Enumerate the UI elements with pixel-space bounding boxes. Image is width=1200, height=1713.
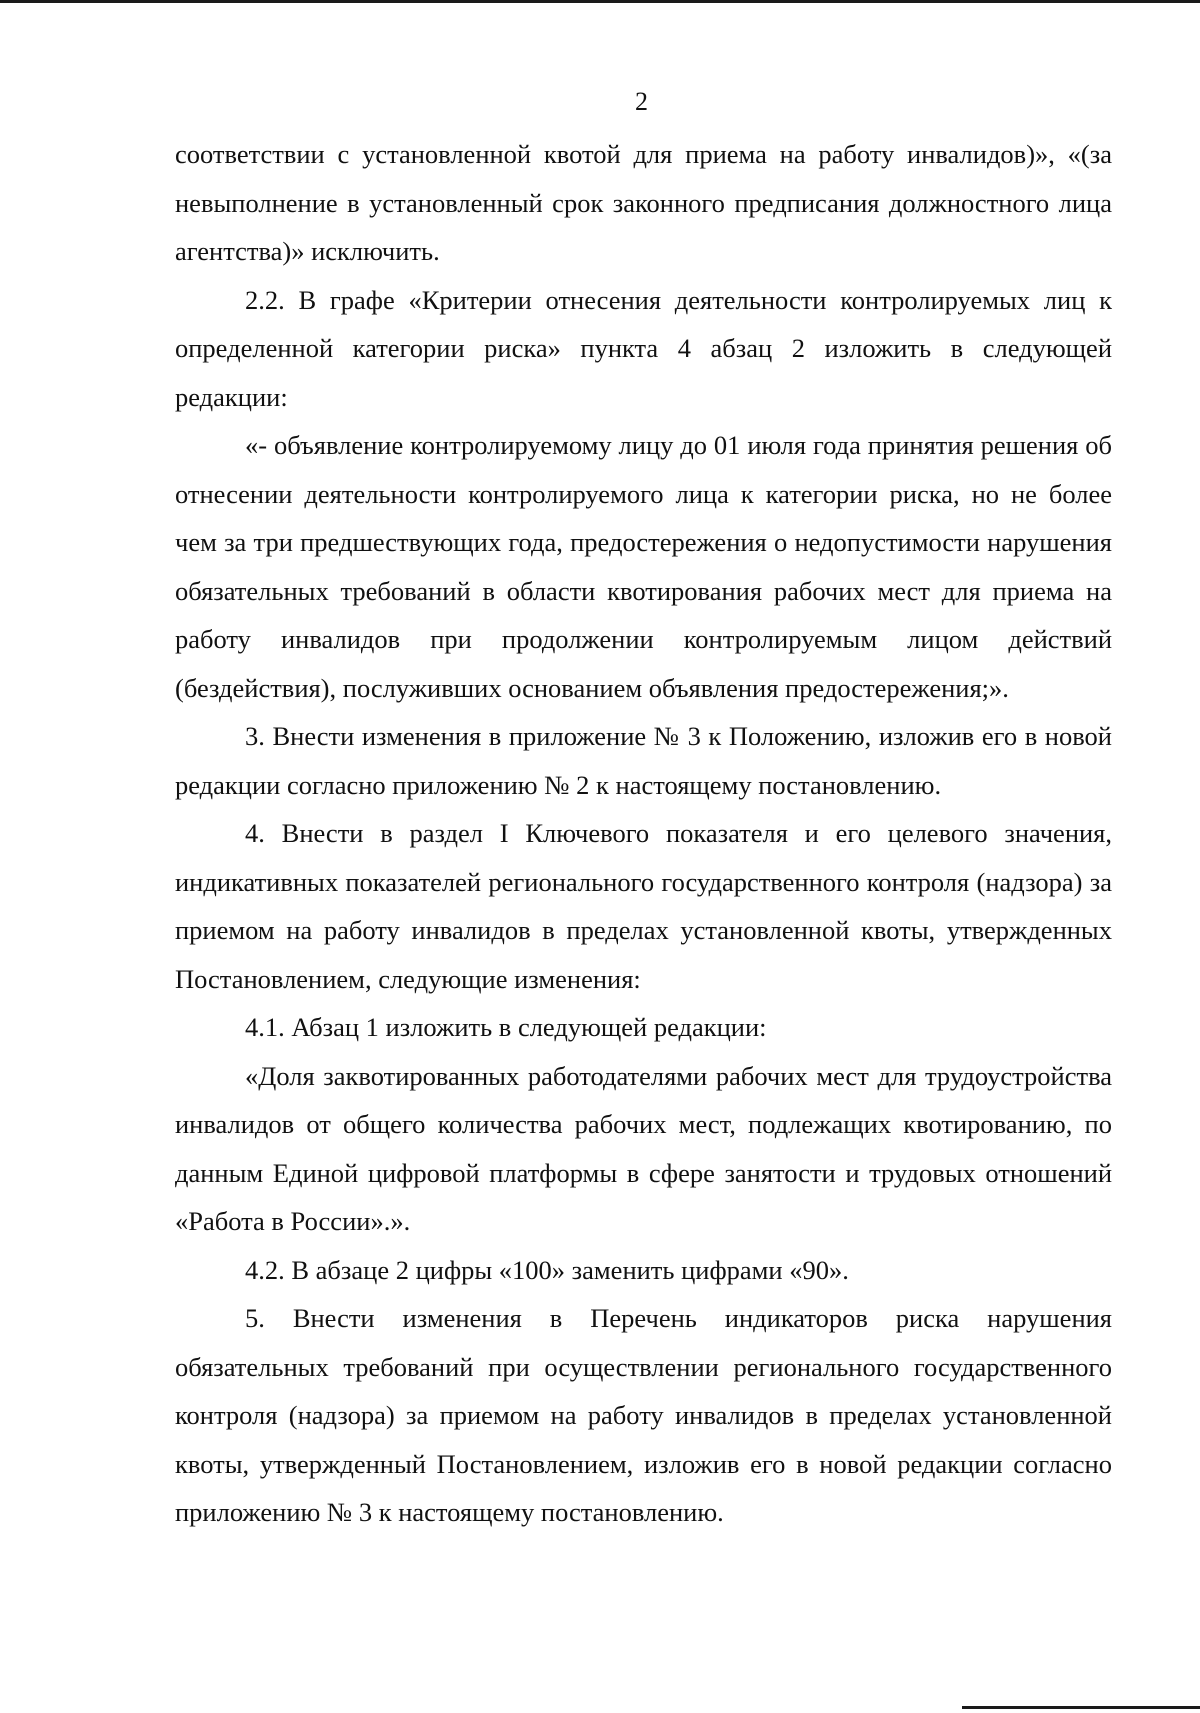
paragraph-continuation: соответствии с установленной квотой для приема на работу инвалидов)», «(за невыполнение в установленный срок законного предписания должностного лица агентства)» исключить. — [175, 139, 1112, 266]
document-body — [175, 130, 1112, 1537]
paragraph-quote-risk-criteria: «- объявление контролируемому лицу до 01 июля года принятия решения об отнесении деятельности контролируемого лица к категории риска, но не более чем за три предшествующих года, предостережения о недопустимости нарушения обязательных требований в области квотирования рабочих мест для приема на работу инвалидов при продолжении контролируемым лицом действий (бездействия), послуживших основанием объявления предостережения;». — [175, 430, 1112, 703]
page-number: 2 — [635, 87, 648, 116]
top-border-line — [0, 0, 1200, 3]
paragraph-4: 4. Внести в раздел I Ключевого показателя и его целевого значения, индикативных показателей регионального государственного контроля (надзора) за приемом на работу инвалидов в пределах установленной квоты, утвержденных Постановлением, следующие изменения: — [175, 818, 1112, 994]
paragraph-4-2: 4.2. В абзаце 2 цифры «100» заменить цифрами «90». — [245, 1254, 849, 1285]
paragraph-quote-share: «Доля заквотированных работодателями рабочих мест для трудоустройства инвалидов от общего количества рабочих мест, подлежащих квотированию, по данным Единой цифровой платформы в сфере занятости и трудовых отношений «Работа в России».». — [175, 1060, 1112, 1236]
paragraph-4-1: 4.1. Абзац 1 изложить в следующей редакции: — [245, 1012, 767, 1042]
bottom-border-line — [962, 1706, 1200, 1709]
paragraph-2-2: 2.2. В графе «Критерии отнесения деятельности контролируемых лиц к определенной категории риска» пункта 4 абзац 2 изложить в следующей редакции: — [175, 284, 1112, 412]
paragraph-5: 5. Внести изменения в Перечень индикаторов риска нарушения обязательных требований при осуществлении регионального государственного контроля (надзора) за приемом на работу инвалидов в пределах установленной квоты, утвержденный Постановлением, изложив его в новой редакции согласно приложению № 3 к настоящему постановлению. — [175, 1303, 1112, 1527]
paragraph-3: 3. Внести изменения в приложение № 3 к Положению, изложив его в новой редакции согласно приложению № 2 к настоящему постановлению. — [175, 721, 1112, 800]
